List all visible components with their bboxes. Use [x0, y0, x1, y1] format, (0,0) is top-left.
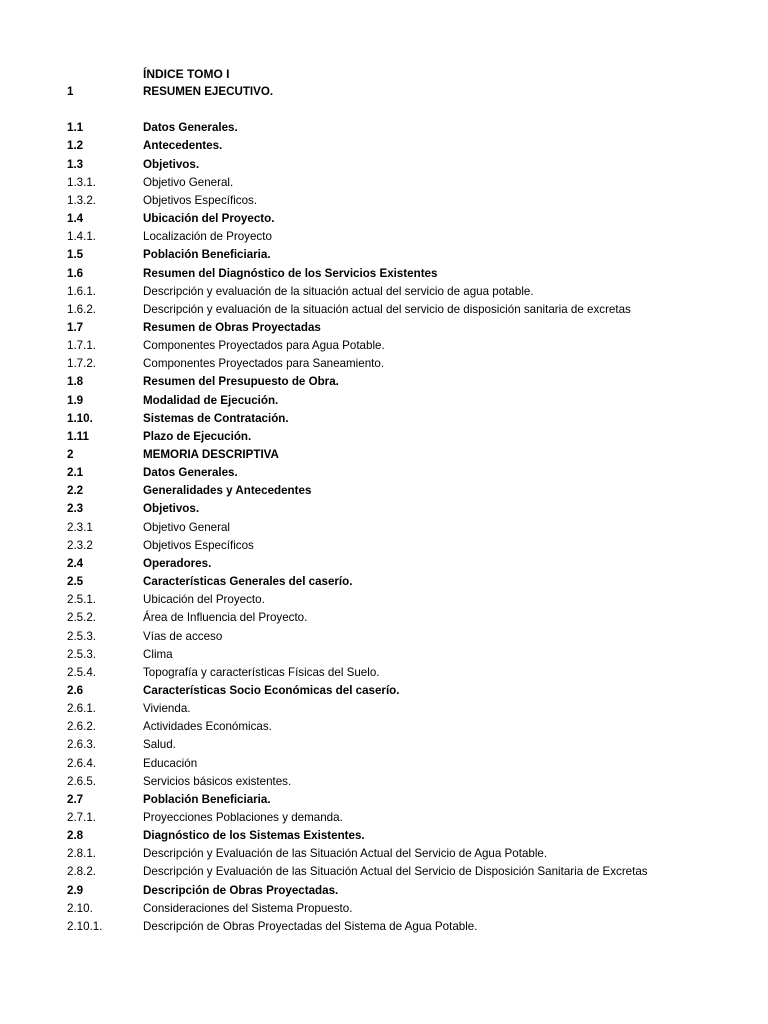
toc-entry — [0, 882, 768, 900]
toc-entry-text: Operadores. — [143, 556, 212, 570]
toc-entry-text: Localización de Proyecto — [143, 230, 272, 244]
toc-entry — [0, 736, 768, 754]
toc-entry — [0, 591, 768, 609]
toc-entry — [0, 863, 768, 881]
toc-entry — [0, 500, 768, 518]
toc-entry — [0, 137, 768, 155]
toc-entry — [0, 482, 768, 500]
toc-entry-text: Servicios básicos existentes. — [143, 774, 292, 788]
toc-entry-number: 2.9 — [67, 883, 84, 897]
toc-entry-number: 2.3.1 — [67, 520, 93, 534]
toc-entry-text: Antecedentes. — [143, 139, 223, 153]
toc-entry — [0, 319, 768, 337]
toc-entry-text: Descripción y Evaluación de las Situación Actual del Servicio de Agua Potable. — [143, 847, 548, 861]
toc-entry — [0, 628, 768, 646]
toc-entry-number: 1.6.1. — [67, 284, 97, 298]
toc-entry-number: 1.3.2. — [67, 193, 97, 207]
toc-entry-text: Objetivos. — [143, 157, 200, 171]
toc-entry — [0, 755, 768, 773]
toc-entry — [0, 265, 768, 283]
toc-entry-number: 2.8 — [67, 829, 84, 843]
toc-entry-text: Vivienda. — [143, 702, 191, 716]
toc-entry — [0, 392, 768, 410]
toc-entry — [0, 428, 768, 446]
toc-entry — [0, 718, 768, 736]
toc-entry — [0, 464, 768, 482]
toc-entry — [0, 192, 768, 210]
toc-entry-text: Sistemas de Contratación. — [143, 411, 289, 425]
toc-entry-number: 1.2 — [67, 139, 84, 153]
toc-entry-text: Generalidades y Antecedentes — [143, 484, 312, 498]
toc-entry-text: Datos Generales. — [143, 121, 238, 135]
toc-entry-number: 2.4 — [67, 556, 84, 570]
toc-entry-number: 2.6.2. — [67, 720, 97, 734]
toc-entry-text: RESUMEN EJECUTIVO. — [143, 85, 274, 98]
toc-entry-text: Características Socio Económicas del caserío. — [143, 683, 400, 697]
toc-entry — [0, 519, 768, 537]
toc-entry — [0, 900, 768, 918]
toc-entry — [0, 537, 768, 555]
toc-entry-number: 1.4.1. — [67, 230, 97, 244]
toc-entry-number: 2.1 — [67, 466, 84, 480]
toc-entry-number: 1.9 — [67, 393, 84, 407]
toc-entry-text: Plazo de Ejecución. — [143, 429, 252, 443]
toc-entry-number: 2.6.4. — [67, 756, 97, 770]
toc-entry — [0, 791, 768, 809]
toc-entry-number: 2.10. — [67, 901, 93, 915]
toc-entry — [0, 355, 768, 373]
toc-entry — [0, 210, 768, 228]
toc-entry-number: 1.6.2. — [67, 302, 97, 316]
toc-entry-text: Resumen del Diagnóstico de los Servicios Existentes — [143, 266, 438, 280]
toc-entry-text: Descripción de Obras Proyectadas del Sistema de Agua Potable. — [143, 919, 478, 933]
toc-entry-number: 2.5 — [67, 575, 84, 589]
toc-entry-text: Topografía y características Físicas del Suelo. — [143, 665, 380, 679]
toc-entry — [0, 156, 768, 174]
toc-entry-number: 2 — [67, 448, 74, 461]
toc-entry — [0, 573, 768, 591]
toc-entry-text: Objetivos. — [143, 502, 200, 516]
toc-entry-text: Datos Generales. — [143, 466, 238, 480]
toc-entry-text: Área de Influencia del Proyecto. — [143, 611, 308, 625]
toc-entry-number: 1.7.2. — [67, 357, 97, 371]
toc-entry-text: Ubicación del Proyecto. — [143, 212, 275, 226]
toc-entry-text: Descripción y evaluación de la situación actual del servicio de disposición sanitaria de excretas — [143, 302, 631, 316]
toc-entry-number: 2.3.2 — [67, 538, 93, 552]
toc-entry-number: 2.7.1. — [67, 811, 97, 824]
toc-entry — [0, 918, 768, 936]
toc-entry-text: Objetivos Específicos. — [143, 193, 258, 207]
toc-entry-number: 1.7 — [67, 320, 84, 334]
blank-row — [0, 101, 768, 119]
toc-entry-text: Población Beneficiaria. — [143, 248, 271, 262]
toc-entry-number: 1.4 — [67, 212, 84, 226]
toc-entry-number: 2.8.2. — [67, 865, 97, 879]
toc-entry-number: 1.8 — [67, 375, 84, 389]
toc-entry-text: Proyecciones Poblaciones y demanda. — [143, 811, 343, 824]
toc-entry — [0, 373, 768, 391]
toc-entry — [0, 827, 768, 845]
toc-entry-text: Resumen del Presupuesto de Obra. — [143, 375, 339, 389]
toc-entry-text: Objetivo General. — [143, 175, 234, 189]
toc-entry-number: 2.2 — [67, 484, 84, 498]
toc-entry — [0, 555, 768, 573]
toc-entry — [0, 773, 768, 791]
toc-entry-number: 2.6 — [67, 683, 84, 697]
toc-entry-number: 1.3 — [67, 157, 84, 171]
toc-entry-number: 2.5.4. — [67, 665, 97, 679]
toc-entry — [0, 119, 768, 137]
toc-entry-number: 2.5.2. — [67, 611, 97, 625]
toc-entry-text: Ubicación del Proyecto. — [143, 593, 265, 607]
toc-entry-number: 2.5.3. — [67, 647, 97, 661]
toc-entry — [0, 609, 768, 627]
toc-entry-text: Vías de acceso — [143, 629, 223, 643]
toc-entry — [0, 174, 768, 192]
toc-entry-text: Descripción y Evaluación de las Situación Actual del Servicio de Disposición Sanitaria de Excretas — [143, 865, 648, 879]
toc-entry — [0, 446, 768, 464]
toc-entry-text: Actividades Económicas. — [143, 720, 272, 734]
toc-entry-number: 1 — [67, 85, 74, 98]
toc-entry-text: Modalidad de Ejecución. — [143, 393, 279, 407]
toc-entry-text: Población Beneficiaria. — [143, 792, 271, 806]
toc-entry-number: 2.5.3. — [67, 629, 97, 643]
toc-entry — [0, 283, 768, 301]
toc-entry-text: Educación — [143, 756, 198, 770]
toc-entry-text: Consideraciones del Sistema Propuesto. — [143, 901, 353, 915]
toc-entry-text: MEMORIA DESCRIPTIVA — [143, 448, 279, 461]
toc-entry-number: 2.7 — [67, 792, 84, 806]
toc-entry-text: Componentes Proyectados para Saneamiento. — [143, 357, 385, 371]
toc-entry-text: Descripción y evaluación de la situación actual del servicio de agua potable. — [143, 284, 534, 298]
toc-entry-number: 2.5.1. — [67, 593, 97, 607]
toc-entry-number: 2.8.1. — [67, 847, 97, 861]
toc-entry-number: 1.6 — [67, 266, 84, 280]
toc-entry-number: 2.10.1. — [67, 919, 103, 933]
toc-entry-text: Resumen de Obras Proyectadas — [143, 320, 321, 334]
toc-entry — [0, 664, 768, 682]
toc-entry — [0, 845, 768, 863]
toc-entry — [0, 83, 768, 101]
toc-entry-text: Objetivo General — [143, 520, 230, 534]
toc-entry-number: 1.10. — [67, 411, 93, 425]
toc-entry-text: Características Generales del caserío. — [143, 575, 353, 589]
toc-entry — [0, 700, 768, 718]
toc-entry-number: 2.6.3. — [67, 738, 97, 752]
toc-entry — [0, 337, 768, 355]
toc-entry-number: 1.11 — [67, 429, 89, 443]
toc-entry — [0, 246, 768, 264]
toc-entry-text: Descripción de Obras Proyectadas. — [143, 883, 339, 897]
toc-entry — [0, 682, 768, 700]
toc-entry-text: Componentes Proyectados para Agua Potable. — [143, 339, 385, 353]
toc-entry-text: Clima — [143, 647, 173, 661]
toc-entry — [0, 228, 768, 246]
toc-entry — [0, 301, 768, 319]
toc-entry-number: 1.3.1. — [67, 175, 97, 189]
toc-entry — [0, 646, 768, 664]
toc-entry-number: 2.6.1. — [67, 702, 97, 716]
toc-entry — [0, 410, 768, 428]
toc-entry-number: 1.1 — [67, 121, 84, 135]
toc-entry-text: Salud. — [143, 738, 176, 752]
toc-entry-number: 1.7.1. — [67, 339, 97, 353]
toc-entry — [0, 809, 768, 827]
toc-entry-text: Diagnóstico de los Sistemas Existentes. — [143, 829, 365, 843]
toc-entry-number: 2.6.5. — [67, 774, 97, 788]
toc-entry-number: 2.3 — [67, 502, 84, 516]
page-title: ÍNDICE TOMO I — [143, 67, 230, 81]
toc-entry-number: 1.5 — [67, 248, 84, 262]
toc-entry-text: Objetivos Específicos — [143, 538, 254, 552]
